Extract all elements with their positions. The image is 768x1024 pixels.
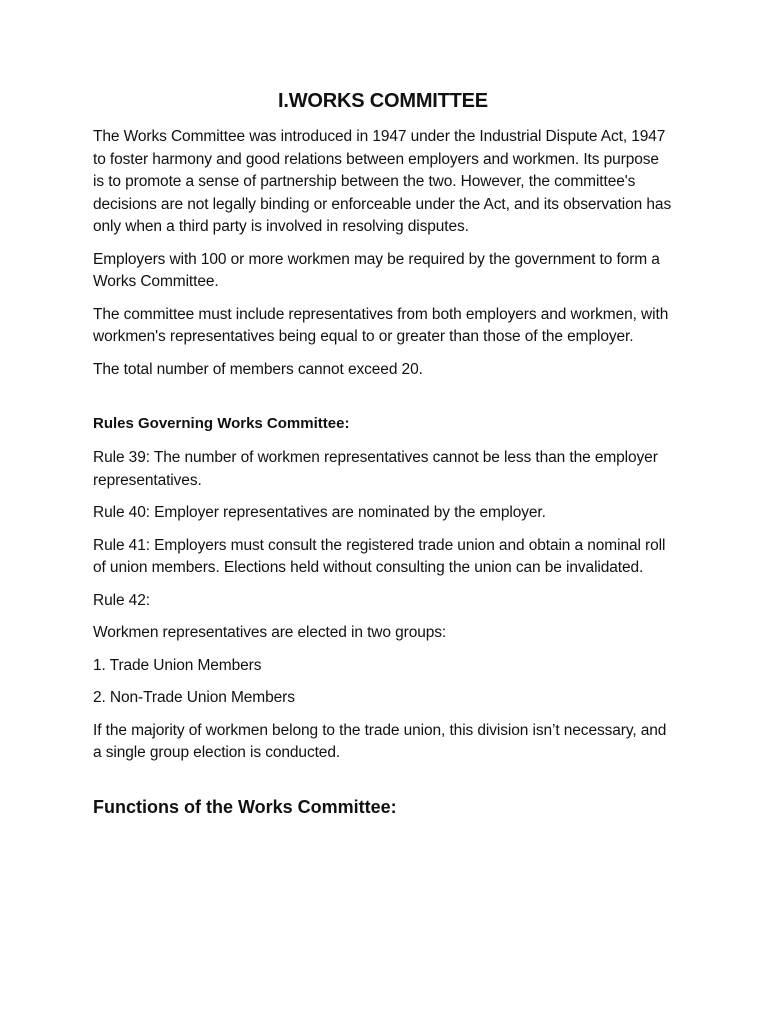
rule-40: Rule 40: Employer representatives are nominated by the employer.	[93, 504, 546, 521]
rules-heading: Rules Governing Works Committee:	[93, 415, 350, 432]
functions-heading: Functions of the Works Committee:	[93, 796, 397, 817]
group-item-1: 1. Trade Union Members	[93, 656, 262, 674]
rule-41: Rule 41: Employers must consult the registered trade union and obtain a nominal roll of union members. Elections held without consulting the union can be invalidated.	[93, 536, 666, 576]
document-title: I.WORKS COMMITTEE	[278, 90, 488, 112]
group-item-2: 2. Non-Trade Union Members	[93, 689, 295, 706]
section-spacer	[93, 775, 673, 795]
intro-paragraph-3: The committee must include representatives from both employers and workmen, with workmen's representatives being equal to or greater than those of the employer.	[93, 305, 669, 345]
rule-39: Rule 39: The number of workmen representatives cannot be less than the employer representatives.	[93, 449, 658, 489]
section-spacer	[93, 391, 673, 413]
rule-42-groups-intro: Workmen representatives are elected in two groups:	[93, 624, 447, 641]
document-content	[93, 88, 673, 819]
intro-paragraph-4: The total number of members cannot exceed 20.	[93, 360, 423, 378]
intro-paragraph-2: Employers with 100 or more workmen may be required by the government to form a Works Committee.	[93, 250, 660, 290]
rule-42-label: Rule 42:	[93, 591, 150, 609]
intro-paragraph-1: The Works Committee was introduced in 1947 under the Industrial Dispute Act, 1947 to foster harmony and good relations between employers and workmen. Its purpose is to promote a sense of partnership between the two. However, the committee's decisions are not legally binding or enforceable under the Act, and its observation has only when a third party is involved in resolving disputes.	[93, 128, 672, 235]
rule-42-note: If the majority of workmen belong to the trade union, this division isn’t necessary, and a single group election is conducted.	[93, 721, 667, 761]
